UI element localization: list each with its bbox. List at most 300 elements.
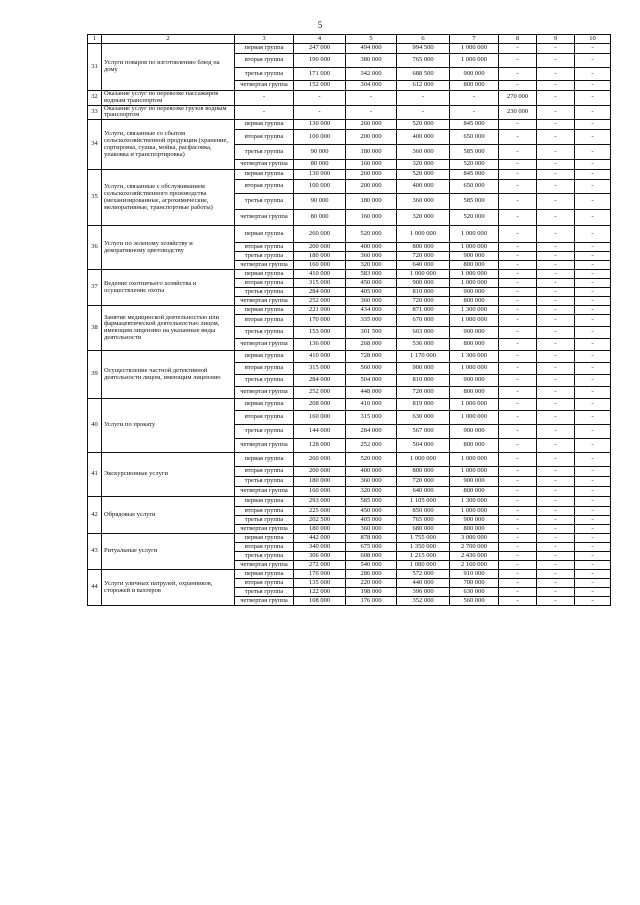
value-cell: -	[499, 130, 537, 145]
value-cell: -	[537, 570, 575, 579]
value-cell: -	[575, 570, 611, 579]
value-cell: 260 000	[294, 453, 346, 467]
service-name: Экскурсионные услуги	[102, 453, 235, 497]
group-cell: первая группа	[235, 226, 294, 243]
value-cell: -	[537, 91, 575, 106]
value-cell: 320 000	[346, 487, 397, 497]
value-cell: 670 000	[397, 315, 450, 327]
value-cell: -	[537, 261, 575, 270]
value-cell: -	[499, 54, 537, 68]
value-cell: -	[537, 339, 575, 351]
value-cell: 180 000	[346, 194, 397, 210]
group-cell: третья группа	[235, 252, 294, 261]
value-cell: 160 000	[294, 261, 346, 270]
value-cell: -	[537, 270, 575, 279]
value-cell: 800 000	[397, 243, 450, 252]
value-cell: 603 000	[397, 327, 450, 339]
value-cell: -	[575, 363, 611, 375]
value-cell: -	[575, 315, 611, 327]
group-cell: четвертая группа	[235, 561, 294, 570]
value-cell: -	[537, 597, 575, 606]
value-cell: 160 000	[294, 487, 346, 497]
value-cell: 720 000	[397, 477, 450, 487]
value-cell: 900 000	[450, 68, 499, 81]
value-cell: -	[499, 570, 537, 579]
value-cell: 845 000	[450, 170, 499, 180]
value-cell: 1 000 000	[450, 226, 499, 243]
value-cell: 247 000	[294, 44, 346, 54]
table-row	[88, 453, 611, 467]
value-cell: -	[499, 425, 537, 439]
value-cell: 800 000	[450, 487, 499, 497]
service-name: Услуги, связанные со сбытом сельскохозяйственной продукции (хранение, сортировка, сушка, мойка, расфасовка, упаковка и транспортировка)	[102, 120, 235, 170]
value-cell: 494 000	[346, 44, 397, 54]
value-cell: 1 300 000	[450, 351, 499, 363]
value-cell: 270 000	[499, 91, 537, 106]
group-cell: вторая группа	[235, 467, 294, 477]
value-cell: 360 000	[397, 145, 450, 160]
value-cell: 396 000	[397, 588, 450, 597]
value-cell: 230 000	[499, 105, 537, 120]
table-row	[88, 91, 611, 106]
group-cell: первая группа	[235, 270, 294, 279]
value-cell: 268 000	[346, 339, 397, 351]
value-cell: -	[499, 226, 537, 243]
value-cell: -	[575, 561, 611, 570]
value-cell: -	[537, 252, 575, 261]
value-cell: -	[450, 105, 499, 120]
value-cell: -	[575, 226, 611, 243]
value-cell: -	[499, 467, 537, 477]
value-cell: -	[537, 487, 575, 497]
value-cell: 540 000	[346, 561, 397, 570]
value-cell: 450 000	[346, 507, 397, 516]
value-cell: 440 000	[397, 579, 450, 588]
value-cell: -	[575, 597, 611, 606]
value-cell: 284 000	[346, 425, 397, 439]
value-cell: 680 000	[397, 525, 450, 534]
value-cell: 360 000	[346, 252, 397, 261]
header-cell: 3	[235, 35, 294, 44]
value-cell: -	[537, 105, 575, 120]
service-name: Обрядовые услуги	[102, 497, 235, 534]
service-name: Осуществление частной детективной деятельности лицом, имеющим лицензию	[102, 351, 235, 399]
value-cell: 400 000	[346, 243, 397, 252]
value-cell: 560 000	[346, 363, 397, 375]
value-cell: 90 000	[294, 145, 346, 160]
value-cell: -	[499, 44, 537, 54]
value-cell: -	[575, 552, 611, 561]
value-cell: -	[575, 145, 611, 160]
value-cell: -	[499, 279, 537, 288]
value-cell: 640 000	[397, 487, 450, 497]
value-cell: -	[575, 243, 611, 252]
value-cell: -	[575, 120, 611, 130]
value-cell: -	[537, 170, 575, 180]
row-number: 44	[88, 570, 102, 606]
value-cell: 202 500	[294, 516, 346, 525]
value-cell: -	[537, 226, 575, 243]
value-cell: -	[537, 411, 575, 425]
value-cell: -	[537, 552, 575, 561]
value-cell: 810 000	[397, 375, 450, 387]
value-cell: 260 000	[346, 120, 397, 130]
service-name: Услуги, связанные с обслуживанием сельскохозяйственного производства (механизированные, агрохимические, мелиоративные, транспортные работы)	[102, 170, 235, 226]
value-cell: 608 000	[346, 552, 397, 561]
value-cell: 220 000	[346, 579, 397, 588]
value-cell: -	[575, 160, 611, 170]
group-cell: вторая группа	[235, 243, 294, 252]
value-cell: -	[537, 297, 575, 306]
group-cell: первая группа	[235, 306, 294, 315]
value-cell: -	[499, 453, 537, 467]
value-cell: -	[499, 270, 537, 279]
service-name: Услуги по зеленому хозяйству и декоративному цветоводству	[102, 226, 235, 270]
value-cell: 320 000	[397, 160, 450, 170]
value-cell: 284 000	[294, 288, 346, 297]
value-cell: 315 000	[294, 279, 346, 288]
header-cell: 6	[397, 35, 450, 44]
value-cell: -	[575, 579, 611, 588]
value-cell: -	[499, 525, 537, 534]
value-cell: 160 000	[346, 210, 397, 226]
header-cell: 7	[450, 35, 499, 44]
value-cell: -	[537, 477, 575, 487]
value-cell: -	[499, 561, 537, 570]
value-cell: 304 000	[346, 81, 397, 91]
header-cell: 4	[294, 35, 346, 44]
value-cell: -	[575, 210, 611, 226]
value-cell: 504 000	[397, 439, 450, 453]
value-cell: -	[575, 387, 611, 399]
group-cell: вторая группа	[235, 363, 294, 375]
value-cell: 572 000	[397, 570, 450, 579]
value-cell: -	[499, 315, 537, 327]
value-cell: 260 000	[294, 226, 346, 243]
value-cell: 819 000	[397, 399, 450, 411]
group-cell: третья группа	[235, 327, 294, 339]
value-cell: -	[537, 453, 575, 467]
value-cell: -	[575, 487, 611, 497]
value-cell: -	[575, 279, 611, 288]
value-cell: -	[499, 306, 537, 315]
value-cell: -	[575, 130, 611, 145]
value-cell: -	[499, 477, 537, 487]
row-number: 33	[88, 105, 102, 120]
value-cell: 80 000	[294, 160, 346, 170]
service-name: Услуги по прокату	[102, 399, 235, 453]
value-cell: -	[575, 375, 611, 387]
value-cell: 800 000	[397, 467, 450, 477]
group-cell: третья группа	[235, 477, 294, 487]
value-cell: -	[499, 411, 537, 425]
value-cell: 910 000	[450, 570, 499, 579]
service-name: Занятие медицинской деятельностью или фармацевтической деятельностью лицом, имеющим лицензию на указанные виды деятельности	[102, 306, 235, 351]
service-name: Оказание услуг по перевозке пассажиров водным транспортом	[102, 91, 235, 106]
value-cell: -	[537, 145, 575, 160]
value-cell: -	[499, 579, 537, 588]
value-cell: -	[537, 425, 575, 439]
row-number: 35	[88, 170, 102, 226]
value-cell: 293 000	[294, 497, 346, 507]
value-cell: -	[537, 534, 575, 543]
value-cell: -	[537, 351, 575, 363]
value-cell: -	[575, 91, 611, 106]
header-cell: 10	[575, 35, 611, 44]
value-cell: 122 000	[294, 588, 346, 597]
group-cell: первая группа	[235, 453, 294, 467]
value-cell: -	[575, 339, 611, 351]
group-cell: -	[235, 105, 294, 120]
group-cell: третья группа	[235, 68, 294, 81]
table-row	[88, 534, 611, 543]
value-cell: 128 000	[294, 439, 346, 453]
value-cell: -	[397, 105, 450, 120]
value-cell: -	[537, 467, 575, 477]
group-cell: первая группа	[235, 497, 294, 507]
value-cell: 410 000	[346, 399, 397, 411]
value-cell: -	[575, 306, 611, 315]
value-cell: 380 000	[346, 54, 397, 68]
group-cell: первая группа	[235, 44, 294, 54]
value-cell: 585 000	[450, 145, 499, 160]
value-cell: -	[575, 194, 611, 210]
value-cell: -	[499, 516, 537, 525]
value-cell: -	[575, 68, 611, 81]
value-cell: 252 000	[294, 297, 346, 306]
value-cell: 221 000	[294, 306, 346, 315]
value-cell: -	[499, 145, 537, 160]
value-cell: 208 000	[294, 399, 346, 411]
value-cell: -	[575, 477, 611, 487]
value-cell: -	[537, 44, 575, 54]
value-cell: -	[537, 543, 575, 552]
service-name: Услуги уличных патрулей, охранников, сторожей и вахтеров	[102, 570, 235, 606]
value-cell: 3 000 000	[450, 534, 499, 543]
value-cell: 800 000	[450, 339, 499, 351]
group-cell: третья группа	[235, 552, 294, 561]
value-cell: 320 000	[346, 261, 397, 270]
value-cell: 900 000	[450, 252, 499, 261]
value-cell: -	[499, 81, 537, 91]
value-cell: 700 000	[450, 579, 499, 588]
value-cell: 1 000 000	[450, 270, 499, 279]
row-number: 40	[88, 399, 102, 453]
value-cell: 810 000	[397, 288, 450, 297]
value-cell: -	[537, 497, 575, 507]
group-cell: вторая группа	[235, 411, 294, 425]
value-cell: 315 000	[346, 411, 397, 425]
value-cell: -	[499, 68, 537, 81]
value-cell: 1 000 000	[397, 270, 450, 279]
value-cell: 1 350 000	[397, 543, 450, 552]
row-number: 42	[88, 497, 102, 534]
row-number: 31	[88, 44, 102, 91]
value-cell: 200 000	[346, 130, 397, 145]
value-cell: -	[499, 487, 537, 497]
value-cell: -	[537, 525, 575, 534]
value-cell: 1 300 000	[450, 306, 499, 315]
value-cell: -	[499, 439, 537, 453]
value-cell: 900 000	[450, 516, 499, 525]
service-name: Ведение охотничьего хозяйства и осуществление охоты	[102, 270, 235, 306]
row-number: 32	[88, 91, 102, 106]
value-cell: -	[537, 579, 575, 588]
value-cell: 800 000	[450, 439, 499, 453]
value-cell: -	[537, 81, 575, 91]
group-cell: первая группа	[235, 534, 294, 543]
value-cell: 335 000	[346, 315, 397, 327]
table-row	[88, 399, 611, 411]
value-cell: 878 000	[346, 534, 397, 543]
row-number: 39	[88, 351, 102, 399]
value-cell: 342 000	[346, 68, 397, 81]
value-cell: 198 000	[346, 588, 397, 597]
value-cell: -	[499, 543, 537, 552]
value-cell: -	[537, 588, 575, 597]
value-cell: 800 000	[450, 81, 499, 91]
value-cell: 520 000	[346, 226, 397, 243]
value-cell: -	[575, 534, 611, 543]
value-cell: 900 000	[450, 288, 499, 297]
value-cell: -	[499, 534, 537, 543]
value-cell: -	[575, 297, 611, 306]
value-cell: 800 000	[450, 297, 499, 306]
value-cell: -	[499, 351, 537, 363]
value-cell: 152 000	[294, 81, 346, 91]
value-cell: 630 000	[450, 588, 499, 597]
value-cell: -	[499, 363, 537, 375]
value-cell: -	[450, 91, 499, 106]
value-cell: 1 105 000	[397, 497, 450, 507]
service-name: Оказание услуг по перевозке грузов водным транспортом	[102, 105, 235, 120]
value-cell: 1 000 000	[450, 453, 499, 467]
row-number: 34	[88, 120, 102, 170]
value-cell: 800 000	[450, 387, 499, 399]
value-cell: -	[499, 210, 537, 226]
value-cell: 180 000	[294, 525, 346, 534]
value-cell: -	[537, 180, 575, 194]
value-cell: 1 000 000	[450, 411, 499, 425]
value-cell: 90 000	[294, 194, 346, 210]
value-cell: -	[499, 597, 537, 606]
value-cell: 190 000	[294, 54, 346, 68]
value-cell: -	[537, 387, 575, 399]
value-cell: 850 000	[397, 507, 450, 516]
value-cell: -	[537, 516, 575, 525]
value-cell: -	[397, 91, 450, 106]
value-cell: -	[294, 105, 346, 120]
value-cell: -	[575, 327, 611, 339]
row-number: 43	[88, 534, 102, 570]
value-cell: 1 000 000	[450, 315, 499, 327]
value-cell: 2 430 000	[450, 552, 499, 561]
value-cell: -	[499, 261, 537, 270]
value-cell: 1 000 000	[397, 226, 450, 243]
value-cell: -	[499, 327, 537, 339]
value-cell: 688 500	[397, 68, 450, 81]
value-cell: -	[575, 453, 611, 467]
group-cell: четвертая группа	[235, 525, 294, 534]
value-cell: 320 000	[397, 210, 450, 226]
table-body	[88, 44, 611, 606]
value-cell: 1 000 000	[450, 507, 499, 516]
value-cell: -	[575, 252, 611, 261]
header-cell: 8	[499, 35, 537, 44]
header-cell: 2	[102, 35, 235, 44]
value-cell: 315 000	[294, 363, 346, 375]
value-cell: -	[499, 375, 537, 387]
row-number: 36	[88, 226, 102, 270]
value-cell: 130 000	[294, 170, 346, 180]
group-cell: третья группа	[235, 194, 294, 210]
value-cell: 153 000	[294, 327, 346, 339]
value-cell: 1 000 000	[450, 44, 499, 54]
group-cell: четвертая группа	[235, 487, 294, 497]
value-cell: -	[575, 411, 611, 425]
group-cell: вторая группа	[235, 579, 294, 588]
value-cell: -	[499, 507, 537, 516]
value-cell: -	[575, 81, 611, 91]
value-cell: -	[537, 279, 575, 288]
value-cell: 520 000	[397, 120, 450, 130]
value-cell: -	[537, 194, 575, 210]
value-cell: 200 000	[294, 467, 346, 477]
group-cell: первая группа	[235, 570, 294, 579]
value-cell: -	[537, 306, 575, 315]
group-cell: -	[235, 91, 294, 106]
value-cell: -	[537, 210, 575, 226]
service-name: Ритуальные услуги	[102, 534, 235, 570]
value-cell: 720 000	[397, 387, 450, 399]
value-cell: 286 000	[346, 570, 397, 579]
row-number: 37	[88, 270, 102, 306]
group-cell: вторая группа	[235, 507, 294, 516]
value-cell: 720 000	[397, 252, 450, 261]
value-cell: 410 000	[294, 351, 346, 363]
value-cell: 1 170 000	[397, 351, 450, 363]
value-cell: -	[499, 252, 537, 261]
value-cell: -	[575, 351, 611, 363]
value-cell: -	[499, 552, 537, 561]
value-cell: 900 000	[450, 425, 499, 439]
value-cell: 900 000	[450, 477, 499, 487]
group-cell: третья группа	[235, 588, 294, 597]
value-cell: -	[537, 375, 575, 387]
value-cell: 560 000	[450, 597, 499, 606]
value-cell: 180 000	[294, 252, 346, 261]
group-cell: четвертая группа	[235, 339, 294, 351]
value-cell: 405 000	[346, 288, 397, 297]
value-cell: 536 000	[397, 339, 450, 351]
value-cell: 994 500	[397, 44, 450, 54]
value-cell: -	[575, 261, 611, 270]
value-cell: 400 000	[397, 180, 450, 194]
group-cell: вторая группа	[235, 279, 294, 288]
value-cell: 520 000	[397, 170, 450, 180]
value-cell: 612 000	[397, 81, 450, 91]
value-cell: 520 000	[450, 210, 499, 226]
group-cell: четвертая группа	[235, 210, 294, 226]
value-cell: 504 000	[346, 375, 397, 387]
value-cell: 284 000	[294, 375, 346, 387]
value-cell: 160 000	[294, 411, 346, 425]
value-cell: 400 000	[346, 467, 397, 477]
value-cell: -	[537, 439, 575, 453]
group-cell: четвертая группа	[235, 387, 294, 399]
value-cell: 360 000	[397, 194, 450, 210]
group-cell: первая группа	[235, 170, 294, 180]
